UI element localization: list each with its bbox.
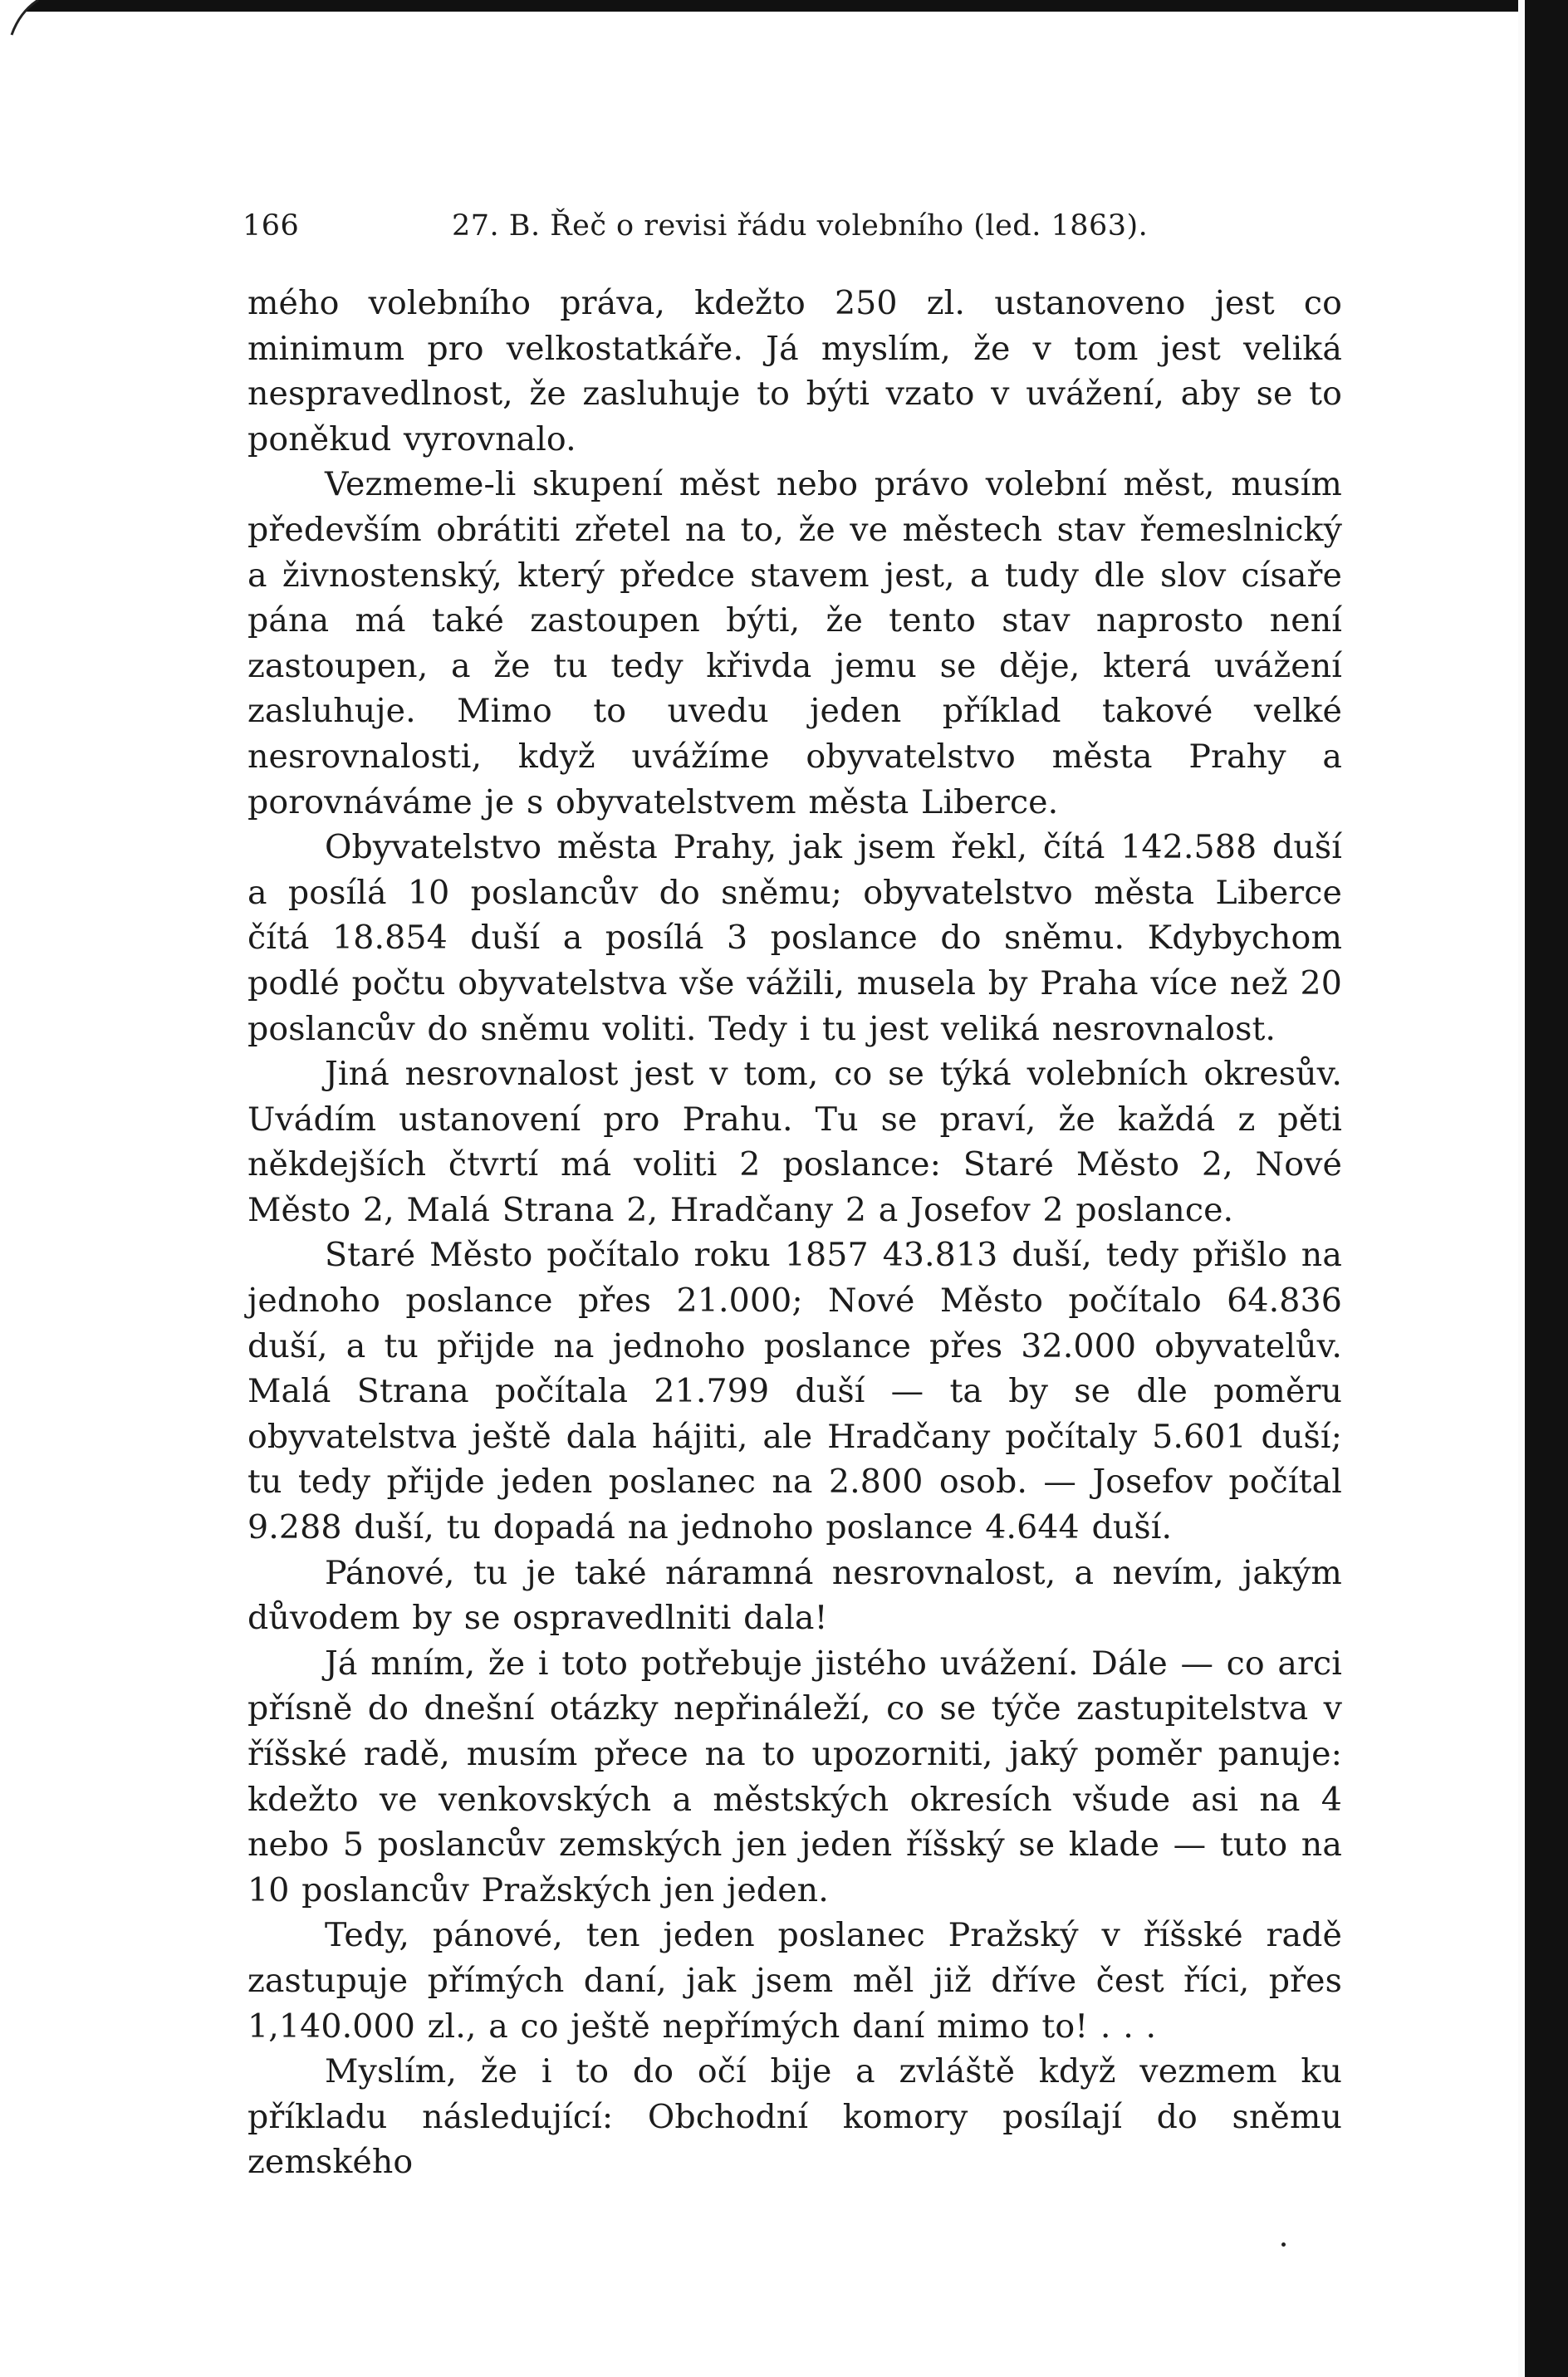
page-number: 166 bbox=[243, 209, 300, 243]
scan-right-border bbox=[1525, 0, 1568, 2377]
paragraph: Jiná nesrovnalost jest v tom, co se týká volebních okresův. Uvádím ustanovení pro Prahu. Tu se praví, že každá z pěti někdejších čtvrtí má voliti 2 poslance: Staré Město 2, Nové Město 2, Malá Strana 2, Hradčany 2 a Josefov 2 poslance. bbox=[247, 1055, 1342, 1229]
paragraph: Vezmeme-li skupení měst nebo právo volební měst, musím především obrátiti zřetel na to, že ve městech stav řemeslnický a živnostenský, který předce stavem jest, a tudy dle slov císaře pána má také zastoupen býti, že tento stav naprosto není zastoupen, a že tu tedy křivda jemu se děje, která uvážení zasluhuje. Mimo to uvedu jeden příklad takové velké nesrovnalosti, když uvážíme obyvatelstvo města Prahy a porovnáváme je s obyvatelstvem města Liberce. bbox=[247, 465, 1342, 821]
scan-speck bbox=[1281, 2242, 1286, 2247]
scan-corner-fold bbox=[0, 0, 50, 50]
paragraph: Pánové, tu je také náramná nesrovnalost, a nevím, jakým důvodem by se ospravedlniti dala! bbox=[247, 1553, 1342, 1638]
paragraph: Staré Město počítalo roku 1857 43.813 duší, tedy přišlo na jednoho poslance přes 21.000; Nové Město počítalo 64.836 duší, a tu přijde na jednoho poslance přes 32.000 obyvatelův. Malá Strana počítala 21.799 duší — ta by se dle poměru obyvatelstva ještě dala hájiti, ale Hradčany počítaly 5.601 duší; tu tedy přijde jeden poslanec na 2.800 osob. — Josefov počítal 9.288 duší, tu dopadá na jednoho poslance 4.644 duší. bbox=[247, 1236, 1342, 1547]
paragraph: Obyvatelstvo města Prahy, jak jsem řekl, čítá 142.588 duší a posílá 10 poslancův do sněmu; obyvatelstvo města Liberce čítá 18.854 duší a posílá 3 poslance do sněmu. Kdybychom podlé počtu obyvatelstva vše vážili, musela by Praha více než 20 poslancův do sněmu voliti. Tedy i tu jest veliká nesrovnalost. bbox=[247, 828, 1342, 1048]
paragraph: mého volebního práva, kdežto 250 zl. ustanoveno jest co minimum pro velkostatkáře. Já myslím, že v tom jest veliká nespravedlnost, že zasluhuje to býti vzato v uvážení, aby se to poněkud vyrovnalo. bbox=[247, 284, 1342, 458]
scan-top-border bbox=[0, 0, 1568, 12]
paragraph: Tedy, pánové, ten jeden poslanec Pražský v říšské radě zastupuje přímých daní, jak jsem měl již dříve čest říci, přes 1,140.000 zl., a co ještě nepřímých daní mimo to! . . . bbox=[247, 1916, 1342, 2046]
paragraph: Myslím, že i to do očí bije a zvláště když vezmem ku příkladu následující: Obchodní komory posílají do sněmu zemského bbox=[247, 2052, 1342, 2182]
body-text bbox=[247, 281, 1342, 2185]
page-header bbox=[243, 209, 1347, 248]
scan-page-edge bbox=[1518, 0, 1525, 2377]
paragraph: Já mním, že i toto potřebuje jistého uvážení. Dále — co arci přísně do dnešní otázky nepřináleží, co se týče zastupitelstva v říšské radě, musím přece na to upozorniti, jaký poměr panuje: kdežto ve venkovských a městských okresích všude asi na 4 nebo 5 poslancův zemských jen jeden říšský se klade — tuto na 10 poslancův Pražských jen jeden. bbox=[247, 1644, 1342, 1909]
running-head: 27. B. Řeč o revisi řádu volebního (led. 1863). bbox=[452, 209, 1149, 243]
